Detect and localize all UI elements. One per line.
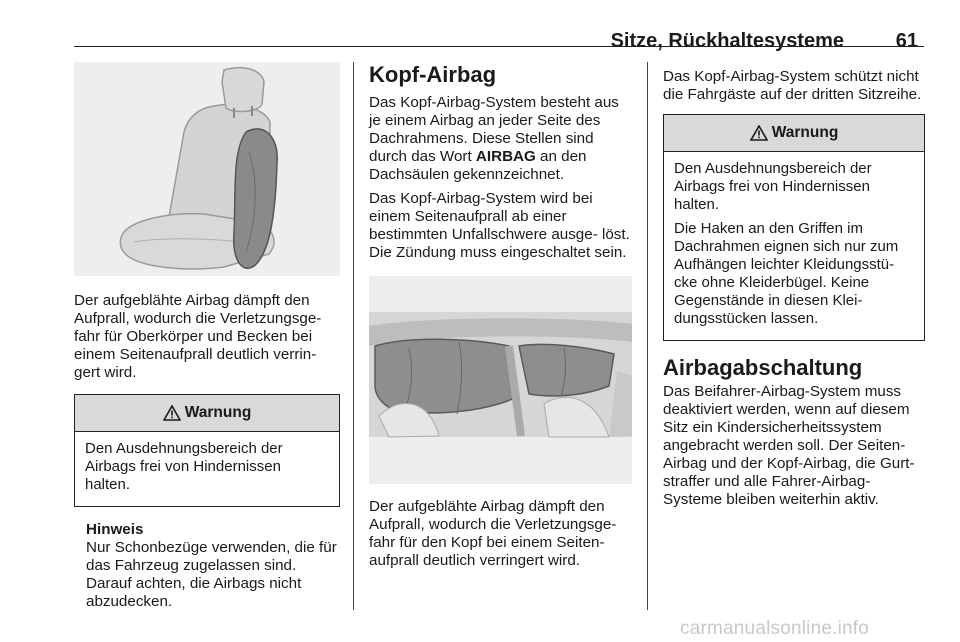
third-row-note: Das Kopf-Airbag-System schützt nicht die Fahrgäste auf der dritten Sitzreihe. xyxy=(663,68,922,103)
header-rule xyxy=(74,46,924,47)
curtain-airbag-image xyxy=(369,276,632,484)
column-3 xyxy=(663,62,925,509)
column-2 xyxy=(369,62,632,570)
head-airbag-heading: Kopf-Airbag xyxy=(369,62,497,87)
column-divider-1 xyxy=(353,62,354,610)
warning-text: Den Ausdehnungsbereich der Airbags frei von Hindernissen halten. xyxy=(85,440,283,493)
warning-title: Warnung xyxy=(184,404,252,421)
warning-text-1: Den Ausdehnungsbereich der Airbags frei von Hindernissen halten. xyxy=(674,160,872,213)
warning-box-1 xyxy=(74,394,340,507)
header-title: Sitze, Rückhaltesysteme xyxy=(610,30,844,52)
p1-text-after: an den Dachsäulen gekennzeichnet. xyxy=(369,148,587,183)
column-divider-2 xyxy=(647,62,648,610)
note-block xyxy=(74,521,340,611)
curtain-airbag-caption: Der aufgeblähte Airbag dämpft den Aufprall, wodurch die Verletzungsge- fahr für den Kopf bei einem Seiten- aufprall deutlich verringert wird. xyxy=(369,498,617,569)
p1-text-before: Das Kopf-Airbag-System besteht aus je einem Airbag an jeder Seite des Dachrahmens. Diese Stellen sind durch das Wort xyxy=(369,94,619,165)
side-airbag-illustration xyxy=(74,62,340,276)
warning-title: Warnung xyxy=(771,124,839,141)
warning-triangle-icon xyxy=(163,405,181,421)
airbag-deactivation-text: Das Beifahrer-Airbag-System muss deaktiviert werden, wenn auf diesem Sitz ein Kindersicherheitssystem angebracht werden soll. Der Seiten- Airbag und der Kopf-Airbag, die Gurt- straffer und alle Fahrer-Airbag- Systeme bleiben weiterhin aktiv. xyxy=(663,383,915,508)
column-1 xyxy=(74,62,340,611)
airbag-label: AIRBAG xyxy=(475,148,536,165)
curtain-airbag-illustration xyxy=(369,276,632,484)
warning-triangle-icon xyxy=(750,125,768,141)
warning-text-2: Die Haken an den Griffen im Dachrahmen eignen sich nur zum Aufhängen leichter Kleidungsstü- cke ohne Kleiderbügel. Keine Gegenstände in diesen Klei- dungsstücken lassen. xyxy=(674,220,899,327)
seat-with-side-airbag-image xyxy=(74,62,340,276)
warning-box-2 xyxy=(663,114,925,341)
side-airbag-caption: Der aufgeblähte Airbag dämpft den Aufprall, wodurch die Verletzungsge- fahr für Oberkörper und Becken bei einem Seitenaufprall deutlich verrin- gert wird. xyxy=(74,292,322,381)
page-header xyxy=(74,18,924,50)
note-title: Hinweis xyxy=(86,521,144,538)
airbag-deactivation-heading: Airbagabschaltung xyxy=(663,355,863,380)
page-number: 61 xyxy=(895,30,918,52)
watermark: carmanualsonline.info xyxy=(680,618,870,639)
note-text: Nur Schonbezüge verwenden, die für das Fahrzeug zugelassen sind. Darauf achten, die Airbags nicht abzudecken. xyxy=(86,539,337,610)
warning-header xyxy=(75,395,339,432)
head-airbag-paragraph-2: Das Kopf-Airbag-System wird bei einem Seitenaufprall ab einer bestimmten Unfallschwere ausge- löst. Die Zündung muss eingeschaltet sein. xyxy=(369,190,630,261)
head-airbag-paragraph-1 xyxy=(369,94,632,184)
warning-header xyxy=(664,115,924,152)
